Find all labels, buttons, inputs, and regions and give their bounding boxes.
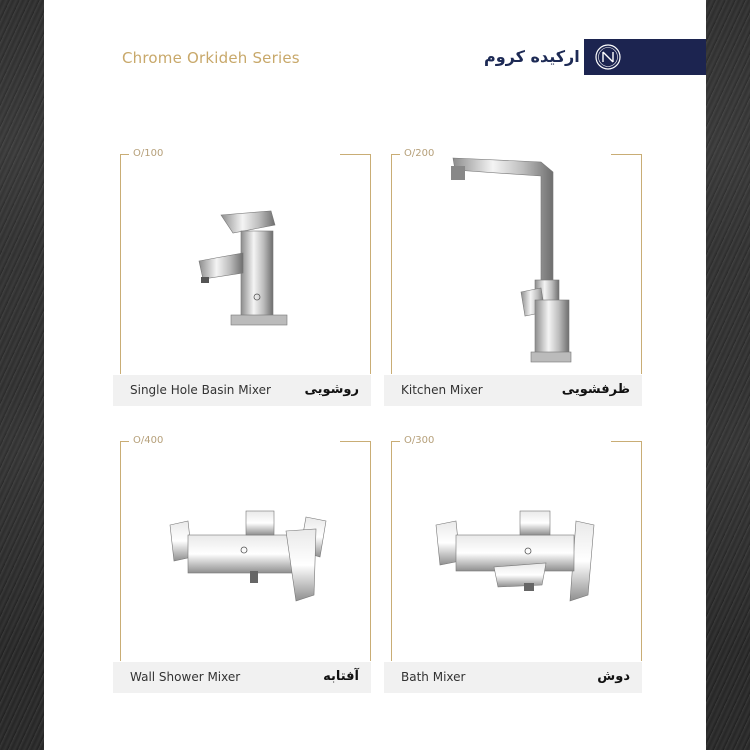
- bath-mixer-icon: [434, 505, 604, 615]
- card-frame: [391, 441, 400, 442]
- product-card[interactable]: [384, 148, 642, 413]
- product-label-bar: [384, 662, 642, 693]
- product-code: O/200: [404, 148, 435, 159]
- brand-monogram-icon: [594, 43, 622, 71]
- product-name-en: Wall Shower Mixer: [130, 670, 241, 684]
- product-card[interactable]: [113, 148, 371, 413]
- kitchen-mixer-icon: [449, 152, 579, 366]
- product-label-bar: [384, 375, 642, 406]
- catalog-page: [44, 0, 706, 750]
- background-texture-left: [0, 0, 44, 750]
- card-frame: [340, 154, 371, 155]
- wall-shower-mixer-icon: [168, 505, 338, 615]
- basin-mixer-icon: [193, 203, 303, 333]
- card-frame: [120, 154, 121, 374]
- product-name-fa: دوش: [597, 669, 630, 684]
- product-name-en: Kitchen Mixer: [401, 383, 483, 397]
- card-frame: [370, 441, 371, 661]
- product-name-en: Single Hole Basin Mixer: [130, 383, 271, 397]
- product-name-en: Bath Mixer: [401, 670, 466, 684]
- card-frame: [370, 154, 371, 374]
- brand-bar: [584, 39, 706, 75]
- card-frame: [120, 441, 121, 661]
- series-title-fa: ارکیده کروم: [484, 47, 580, 66]
- product-code: O/300: [404, 435, 435, 446]
- card-frame: [641, 441, 642, 661]
- background-texture-right: [706, 0, 750, 750]
- product-card[interactable]: [113, 435, 371, 700]
- product-code: O/100: [133, 148, 164, 159]
- card-frame: [120, 441, 129, 442]
- product-name-fa: روشویی: [304, 382, 359, 397]
- series-title-en: Chrome Orkideh Series: [122, 49, 300, 67]
- card-frame: [611, 441, 642, 442]
- product-name-fa: ظرفشویی: [561, 382, 630, 397]
- card-frame: [641, 154, 642, 374]
- card-frame: [391, 441, 392, 661]
- card-frame: [391, 154, 392, 374]
- product-label-bar: [113, 662, 371, 693]
- product-card[interactable]: [384, 435, 642, 700]
- product-label-bar: [113, 375, 371, 406]
- card-frame: [611, 154, 642, 155]
- card-frame: [120, 154, 129, 155]
- card-frame: [391, 154, 400, 155]
- product-name-fa: آفتابه: [323, 669, 359, 684]
- product-code: O/400: [133, 435, 164, 446]
- card-frame: [340, 441, 371, 442]
